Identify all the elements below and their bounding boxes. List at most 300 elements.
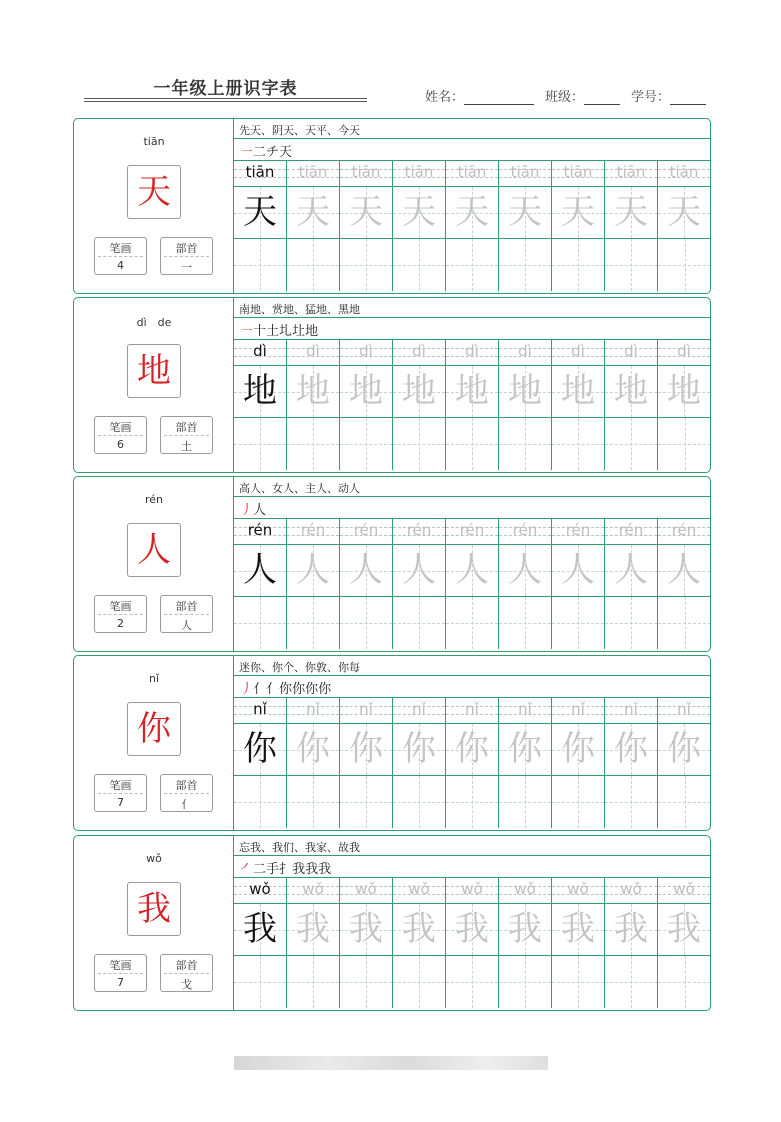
character-trace: 你	[402, 729, 436, 769]
guide-line	[287, 444, 339, 445]
blank-practice-cell[interactable]	[393, 239, 446, 291]
character-cell[interactable]	[499, 545, 552, 597]
stroke-step: 你	[292, 682, 306, 697]
character-trace: 地	[349, 371, 383, 411]
example-words: 先天、阴天、天平、今天	[239, 124, 360, 137]
character-cell[interactable]	[234, 724, 287, 776]
pinyin-trace: tiān	[563, 163, 593, 181]
pinyin-cell[interactable]	[340, 698, 393, 724]
pinyin-cell[interactable]	[552, 161, 605, 187]
stroke-step: 扌	[279, 862, 293, 877]
pinyin-trace: nǐ	[359, 700, 373, 718]
character-trace: 天	[296, 192, 330, 232]
blank-practice-cell[interactable]	[499, 597, 552, 649]
character-cell[interactable]	[446, 904, 499, 956]
blank-practice-cell[interactable]	[658, 956, 711, 1008]
stroke-order-row	[234, 676, 710, 698]
character-trace: 你	[296, 729, 330, 769]
character-cell[interactable]	[552, 545, 605, 597]
guide-line	[658, 802, 711, 803]
pinyin-trace: wǒ	[673, 880, 695, 898]
pinyin-trace: dì	[465, 342, 479, 360]
example-words: 高人、女人、主人、动人	[239, 482, 360, 495]
guide-line	[658, 444, 711, 445]
stroke-count-label: 笔画	[109, 421, 132, 434]
divider	[98, 973, 143, 974]
pinyin-trace: rén	[565, 521, 591, 539]
blank-practice-cell[interactable]	[340, 956, 393, 1008]
character-cell[interactable]	[446, 545, 499, 597]
character-info-panel	[74, 298, 234, 472]
pinyin-cell[interactable]	[287, 878, 340, 904]
character-cell[interactable]	[552, 724, 605, 776]
blank-practice-cell[interactable]	[287, 776, 340, 828]
stroke-count-box	[94, 416, 147, 454]
pinyin-model: nǐ	[253, 700, 267, 718]
guide-line	[446, 623, 498, 624]
stroke-count-label: 笔画	[109, 779, 132, 792]
pinyin-trace: dì	[571, 342, 585, 360]
stroke-order-row	[234, 497, 710, 519]
pinyin-trace: dì	[677, 342, 691, 360]
character-cell[interactable]	[446, 724, 499, 776]
pinyin-cell[interactable]	[446, 878, 499, 904]
character-cell[interactable]	[340, 545, 393, 597]
guide-line	[234, 623, 286, 624]
character-card	[73, 835, 711, 1011]
character-cell[interactable]	[287, 904, 340, 956]
pinyin-cell[interactable]	[605, 878, 658, 904]
pinyin-cell[interactable]	[393, 161, 446, 187]
character-trace: 我	[561, 909, 595, 949]
blank-practice-cell[interactable]	[234, 418, 287, 470]
blank-practice-cell[interactable]	[499, 418, 552, 470]
stroke-order-row	[234, 856, 710, 878]
pinyin-cell[interactable]	[552, 340, 605, 366]
character-trace: 人	[296, 550, 330, 590]
character-cell[interactable]	[605, 366, 658, 418]
class-field[interactable]	[545, 86, 620, 105]
stroke-count-box	[94, 237, 147, 275]
blank-practice-cell[interactable]	[287, 418, 340, 470]
character-cell[interactable]	[234, 545, 287, 597]
blank-practice-cell[interactable]	[393, 776, 446, 828]
pinyin-cell[interactable]	[552, 878, 605, 904]
stroke-step: 你	[318, 682, 332, 697]
character-cell[interactable]	[658, 187, 711, 239]
practice-grid	[234, 298, 710, 472]
character-card	[73, 476, 711, 652]
character-trace: 人	[402, 550, 436, 590]
pinyin-trace: dì	[412, 342, 426, 360]
guide-line	[552, 982, 604, 983]
number-label: 学号：	[631, 90, 671, 105]
character-trace: 天	[455, 192, 489, 232]
pinyin-cell[interactable]	[234, 519, 287, 545]
name-blank[interactable]	[464, 91, 534, 105]
guide-line	[552, 802, 604, 803]
guide-line	[234, 444, 286, 445]
guide-line	[658, 982, 711, 983]
pinyin-trace: wǒ	[620, 880, 642, 898]
pinyin-cell[interactable]	[605, 519, 658, 545]
stroke-step: 你	[305, 682, 319, 697]
character-cell[interactable]	[552, 366, 605, 418]
pinyin-trace: dì	[306, 342, 320, 360]
stroke-step: 我	[305, 862, 319, 877]
divider	[164, 793, 209, 794]
divider	[98, 793, 143, 794]
example-words: 南地、赏地、猛地、黑地	[239, 303, 360, 316]
pinyin-cell[interactable]	[446, 340, 499, 366]
character-cell[interactable]	[605, 187, 658, 239]
character-trace: 天	[667, 192, 701, 232]
blank-practice-cell[interactable]	[446, 956, 499, 1008]
pinyin-trace: nǐ	[624, 700, 638, 718]
pinyin-trace: nǐ	[571, 700, 585, 718]
pinyin-cell[interactable]	[499, 340, 552, 366]
blank-practice-cell[interactable]	[499, 956, 552, 1008]
pinyin-trace: nǐ	[465, 700, 479, 718]
divider	[164, 256, 209, 257]
pinyin-cell[interactable]	[605, 161, 658, 187]
guide-line	[287, 623, 339, 624]
blank-practice-cell[interactable]	[234, 956, 287, 1008]
stroke-step: 我	[292, 862, 306, 877]
radical-box	[160, 774, 213, 812]
guide-line	[552, 623, 604, 624]
pinyin-cell[interactable]	[605, 698, 658, 724]
character-cell[interactable]	[658, 545, 711, 597]
guide-line	[605, 444, 657, 445]
stroke-step: 圠	[279, 324, 293, 339]
blank-practice-cell[interactable]	[552, 597, 605, 649]
blank-practice-cell[interactable]	[340, 597, 393, 649]
pinyin-trace: rén	[671, 521, 697, 539]
character-cell[interactable]	[605, 724, 658, 776]
character-trace: 你	[561, 729, 595, 769]
pinyin-trace: rén	[353, 521, 379, 539]
pinyin-cell[interactable]	[234, 340, 287, 366]
pinyin-trace: wǒ	[514, 880, 536, 898]
pinyin-trace: wǒ	[355, 880, 377, 898]
blank-practice-cell[interactable]	[287, 597, 340, 649]
main-character: 地	[137, 351, 171, 391]
blank-practice-cell[interactable]	[340, 418, 393, 470]
name-field[interactable]	[425, 86, 534, 105]
stroke-step: 天	[279, 145, 293, 160]
character-cell[interactable]	[393, 366, 446, 418]
guide-line	[499, 444, 551, 445]
character-cell[interactable]	[340, 366, 393, 418]
character-trace: 你	[455, 729, 489, 769]
character-cell[interactable]	[499, 724, 552, 776]
pinyin-cell[interactable]	[393, 878, 446, 904]
pinyin-cell[interactable]	[499, 698, 552, 724]
pinyin-label: wǒ	[146, 852, 162, 865]
pinyin-trace: nǐ	[677, 700, 691, 718]
character-cell[interactable]	[393, 904, 446, 956]
character-info-panel	[74, 119, 234, 293]
divider	[98, 256, 143, 257]
guide-line	[446, 982, 498, 983]
divider	[164, 973, 209, 974]
divider	[164, 435, 209, 436]
pinyin-trace: tiān	[457, 163, 487, 181]
guide-line	[287, 265, 339, 266]
pinyin-model: dì	[253, 342, 267, 360]
blank-practice-cell[interactable]	[605, 597, 658, 649]
character-cell[interactable]	[393, 724, 446, 776]
blank-practice-cell[interactable]	[605, 776, 658, 828]
blank-practice-cell[interactable]	[340, 239, 393, 291]
pinyin-cell[interactable]	[446, 519, 499, 545]
pinyin-cell[interactable]	[446, 698, 499, 724]
pinyin-cell[interactable]	[552, 698, 605, 724]
pinyin-cell[interactable]	[287, 161, 340, 187]
character-trace: 地	[402, 371, 436, 411]
guide-line	[552, 444, 604, 445]
blank-practice-cell[interactable]	[234, 239, 287, 291]
stroke-order	[240, 858, 331, 877]
number-blank[interactable]	[670, 91, 706, 105]
radical-label: 部首	[175, 779, 198, 792]
character-box	[127, 165, 181, 219]
blank-practice-cell[interactable]	[605, 418, 658, 470]
character-info-panel	[74, 656, 234, 830]
blank-practice-cell[interactable]	[393, 418, 446, 470]
guide-line	[605, 623, 657, 624]
stroke-count-value: 7	[117, 796, 124, 809]
pinyin-trace: nǐ	[306, 700, 320, 718]
character-cell[interactable]	[605, 904, 658, 956]
blank-practice-cell[interactable]	[393, 956, 446, 1008]
blank-practice-cell[interactable]	[393, 597, 446, 649]
blank-practice-cell[interactable]	[552, 776, 605, 828]
class-blank[interactable]	[584, 91, 620, 105]
character-trace: 天	[508, 192, 542, 232]
stroke-step: 我	[318, 862, 332, 877]
words-row	[234, 298, 710, 318]
blank-practice-cell[interactable]	[552, 418, 605, 470]
character-trace: 你	[614, 729, 648, 769]
character-cell[interactable]	[393, 187, 446, 239]
pinyin-cell[interactable]	[393, 519, 446, 545]
pinyin-trace: dì	[624, 342, 638, 360]
stroke-step: 十	[253, 324, 267, 339]
blank-practice-cell[interactable]	[499, 239, 552, 291]
pinyin-model: wǒ	[249, 880, 271, 898]
main-character: 天	[137, 172, 171, 212]
character-cell[interactable]	[499, 366, 552, 418]
pinyin-cell[interactable]	[499, 519, 552, 545]
page-title: 一年级上册识字表	[153, 79, 298, 99]
pinyin-cell[interactable]	[658, 161, 711, 187]
character-cell[interactable]	[340, 187, 393, 239]
character-cell[interactable]	[234, 187, 287, 239]
guide-line	[340, 444, 392, 445]
radical-box	[160, 416, 213, 454]
blank-practice-cell[interactable]	[234, 597, 287, 649]
blank-practice-cell[interactable]	[287, 956, 340, 1008]
character-cell[interactable]	[446, 187, 499, 239]
radical-value: 人	[181, 619, 192, 632]
character-cell[interactable]	[393, 545, 446, 597]
pinyin-cell[interactable]	[287, 698, 340, 724]
character-trace: 我	[349, 909, 383, 949]
character-cell[interactable]	[552, 904, 605, 956]
pinyin-cell[interactable]	[234, 698, 287, 724]
stroke-order-row	[234, 318, 710, 340]
character-cell[interactable]	[287, 366, 340, 418]
pinyin-cell[interactable]	[658, 519, 711, 545]
radical-value: 一	[181, 261, 192, 274]
character-cell[interactable]	[234, 366, 287, 418]
pinyin-cell[interactable]	[287, 519, 340, 545]
character-cell[interactable]	[340, 904, 393, 956]
pinyin-cell[interactable]	[393, 340, 446, 366]
pinyin-cell[interactable]	[340, 519, 393, 545]
character-box	[127, 523, 181, 577]
character-cell[interactable]	[658, 366, 711, 418]
divider	[164, 614, 209, 615]
pinyin-trace: dì	[518, 342, 532, 360]
character-cell[interactable]	[499, 187, 552, 239]
pinyin-cell[interactable]	[605, 340, 658, 366]
stroke-step: 人	[253, 503, 267, 518]
blank-practice-cell[interactable]	[446, 776, 499, 828]
main-character: 你	[137, 709, 171, 749]
stroke-step: 亻	[253, 682, 267, 697]
character-trace: 我	[402, 909, 436, 949]
blank-practice-cell[interactable]	[499, 776, 552, 828]
pinyin-cell[interactable]	[658, 878, 711, 904]
pinyin-cell[interactable]	[287, 340, 340, 366]
character-trace: 天	[614, 192, 648, 232]
pinyin-label: dì de	[136, 316, 172, 329]
character-cell[interactable]	[658, 724, 711, 776]
blank-practice-cell[interactable]	[287, 239, 340, 291]
character-cell[interactable]	[552, 187, 605, 239]
stroke-step: ㇒	[240, 862, 254, 877]
pinyin-cell[interactable]	[446, 161, 499, 187]
guide-line	[393, 982, 445, 983]
guide-line	[393, 265, 445, 266]
pinyin-trace: nǐ	[412, 700, 426, 718]
pinyin-cell[interactable]	[552, 519, 605, 545]
pinyin-cell[interactable]	[340, 340, 393, 366]
character-cell[interactable]	[234, 904, 287, 956]
class-label: 班级：	[545, 90, 585, 105]
blank-practice-cell[interactable]	[446, 418, 499, 470]
character-trace: 地	[508, 371, 542, 411]
blank-practice-cell[interactable]	[658, 597, 711, 649]
character-trace: 天	[561, 192, 595, 232]
stroke-step: チ	[266, 145, 280, 160]
stroke-count-value: 2	[117, 617, 124, 630]
stroke-step: 圵	[292, 324, 306, 339]
blurred-footer	[234, 1056, 548, 1070]
practice-grid	[234, 656, 710, 830]
character-card	[73, 118, 711, 294]
radical-label: 部首	[175, 600, 198, 613]
blank-practice-cell[interactable]	[446, 239, 499, 291]
character-cell[interactable]	[499, 904, 552, 956]
radical-box	[160, 595, 213, 633]
character-model: 你	[243, 729, 277, 769]
character-cell[interactable]	[658, 904, 711, 956]
guide-line	[605, 802, 657, 803]
pinyin-cell[interactable]	[234, 878, 287, 904]
pinyin-cell[interactable]	[234, 161, 287, 187]
guide-line	[499, 802, 551, 803]
blank-practice-cell[interactable]	[552, 239, 605, 291]
character-info-panel	[74, 477, 234, 651]
character-model: 天	[243, 192, 277, 232]
stroke-step: 二	[253, 145, 267, 160]
number-field[interactable]	[631, 86, 706, 105]
guide-line	[393, 623, 445, 624]
character-cell[interactable]	[340, 724, 393, 776]
character-cell[interactable]	[446, 366, 499, 418]
character-trace: 人	[561, 550, 595, 590]
pinyin-cell[interactable]	[658, 698, 711, 724]
pinyin-cell[interactable]	[499, 878, 552, 904]
blank-practice-cell[interactable]	[658, 776, 711, 828]
stroke-count-label: 笔画	[109, 959, 132, 972]
character-trace: 人	[667, 550, 701, 590]
stroke-count-value: 7	[117, 976, 124, 989]
stroke-step: 亻	[266, 682, 280, 697]
character-box	[127, 344, 181, 398]
pinyin-cell[interactable]	[340, 161, 393, 187]
blank-practice-cell[interactable]	[446, 597, 499, 649]
pinyin-cell[interactable]	[393, 698, 446, 724]
pinyin-cell[interactable]	[340, 878, 393, 904]
pinyin-trace: tiān	[616, 163, 646, 181]
character-cell[interactable]	[287, 545, 340, 597]
character-trace: 天	[349, 192, 383, 232]
blank-practice-cell[interactable]	[340, 776, 393, 828]
character-info-panel	[74, 836, 234, 1010]
character-model: 地	[243, 371, 277, 411]
character-cell[interactable]	[287, 187, 340, 239]
blank-practice-cell[interactable]	[552, 956, 605, 1008]
character-cell[interactable]	[605, 545, 658, 597]
pinyin-model: rén	[247, 521, 273, 539]
guide-line	[340, 982, 392, 983]
blank-practice-cell[interactable]	[658, 239, 711, 291]
pinyin-trace: rén	[618, 521, 644, 539]
guide-line	[234, 982, 286, 983]
pinyin-trace: tiān	[510, 163, 540, 181]
blank-practice-cell[interactable]	[605, 239, 658, 291]
blank-practice-cell[interactable]	[658, 418, 711, 470]
pinyin-trace: rén	[512, 521, 538, 539]
guide-line	[340, 623, 392, 624]
words-row	[234, 119, 710, 139]
pinyin-cell[interactable]	[658, 340, 711, 366]
blank-practice-cell[interactable]	[234, 776, 287, 828]
blank-practice-cell[interactable]	[605, 956, 658, 1008]
guide-line	[499, 265, 551, 266]
pinyin-trace: tiān	[351, 163, 381, 181]
name-label: 姓名：	[425, 90, 465, 105]
character-cell[interactable]	[287, 724, 340, 776]
stroke-order	[240, 141, 292, 160]
pinyin-cell[interactable]	[499, 161, 552, 187]
guide-line	[552, 265, 604, 266]
